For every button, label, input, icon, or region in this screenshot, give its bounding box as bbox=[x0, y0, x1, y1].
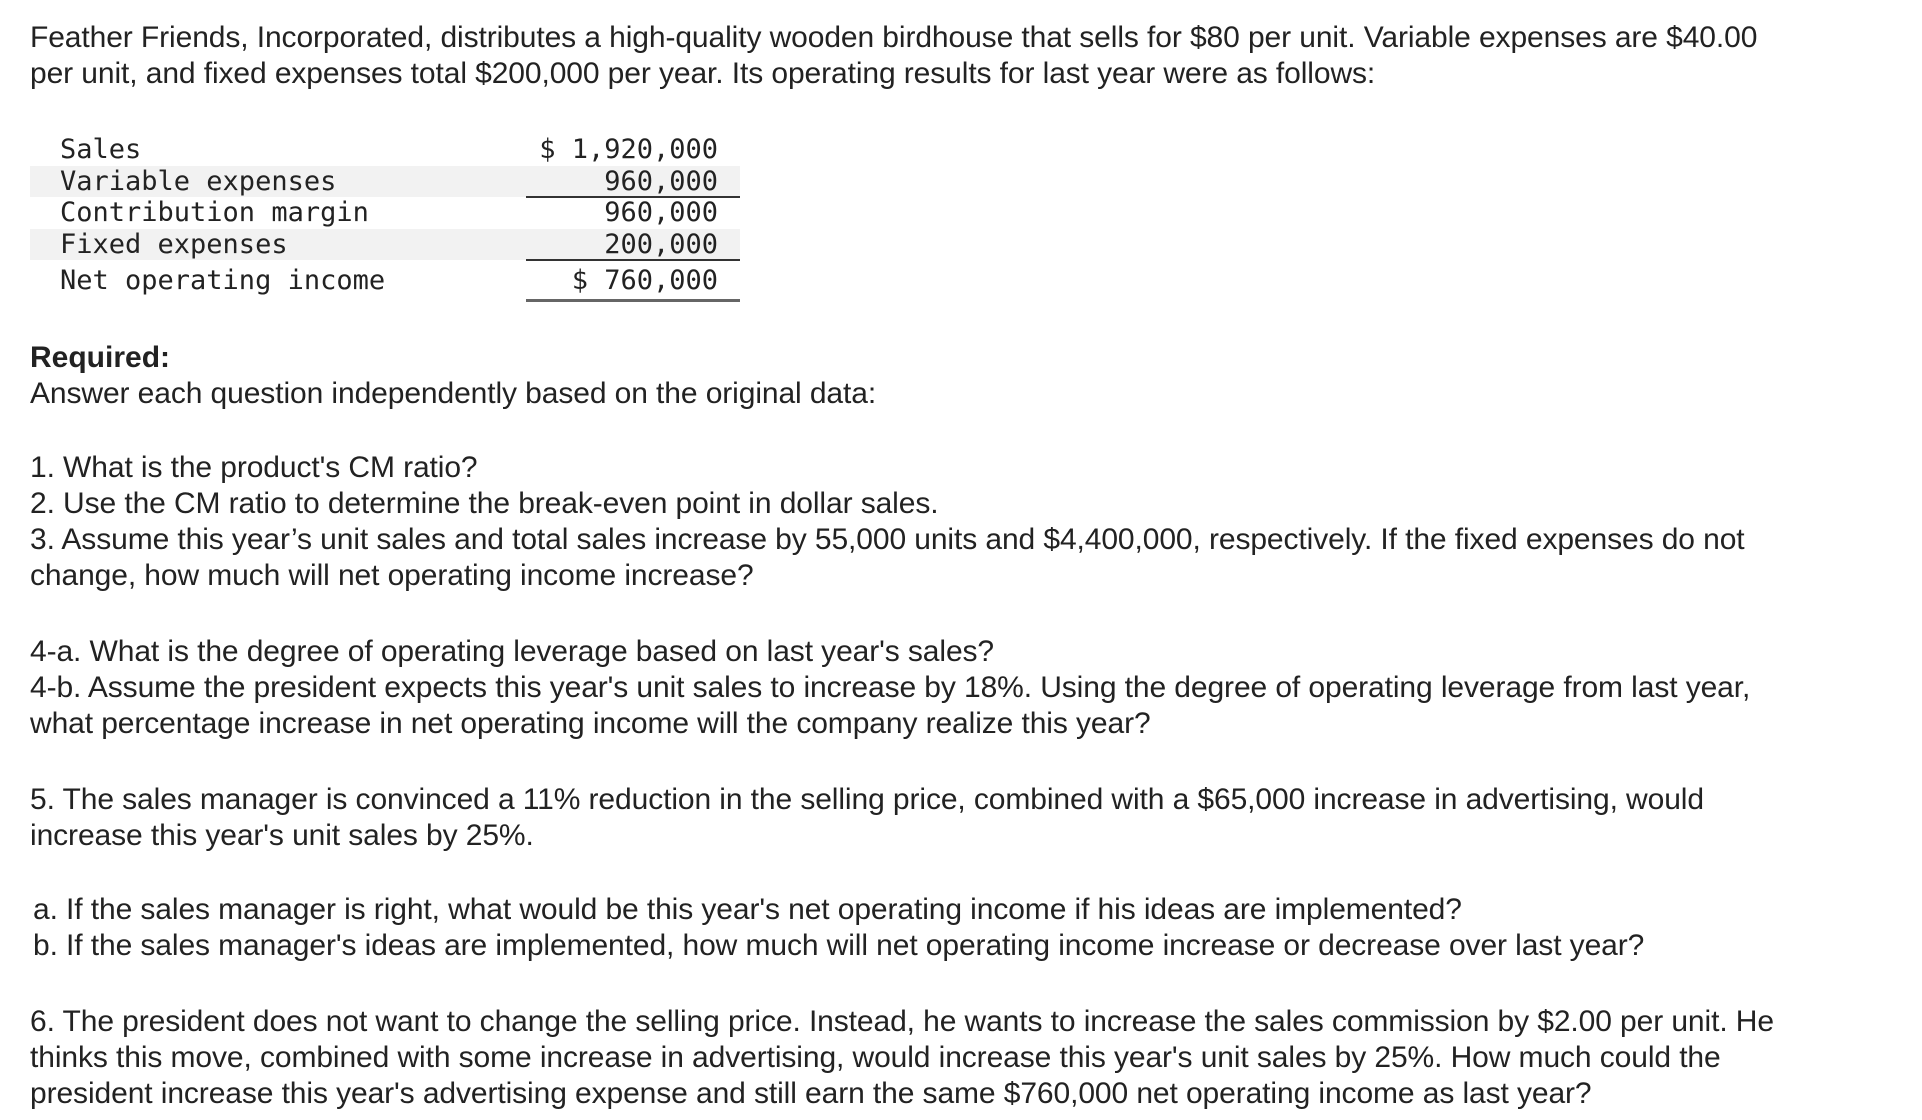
question-group-5 bbox=[30, 782, 1900, 854]
row-label: Sales bbox=[60, 134, 142, 165]
statement-row-sales bbox=[30, 134, 740, 166]
row-amount: 200,000 bbox=[604, 228, 718, 260]
income-statement-table bbox=[30, 134, 740, 302]
statement-row-variable-expenses bbox=[30, 166, 740, 198]
statement-row-net-operating-income bbox=[30, 260, 740, 302]
row-amount: $ 1,920,000 bbox=[539, 134, 718, 165]
problem-intro bbox=[30, 20, 1900, 92]
problem-document bbox=[30, 20, 1900, 1112]
required-heading: Required: bbox=[30, 341, 171, 374]
question-5a: a. If the sales manager is right, what would be this year's net operating income if his ideas are implemented? bbox=[33, 893, 1462, 926]
question-5-line-2: increase this year's unit sales by 25%. bbox=[30, 819, 534, 852]
intro-line-1: Feather Friends, Incorporated, distributes a high-quality wooden birdhouse that sells for $80 per unit. Variable expenses are $40.00 bbox=[30, 21, 1758, 54]
question-group-1-3 bbox=[30, 450, 1900, 594]
question-5-line-1: 5. The sales manager is convinced a 11% reduction in the selling price, combined with a $65,000 increase in advertising, would bbox=[30, 783, 1704, 816]
row-amount: 960,000 bbox=[604, 165, 718, 197]
question-4b-line-2: what percentage increase in net operating income will the company realize this year? bbox=[30, 707, 1151, 740]
question-group-5-parts bbox=[30, 892, 1900, 964]
intro-line-2: per unit, and fixed expenses total $200,000 per year. Its operating results for last year were as follows: bbox=[30, 57, 1376, 90]
row-amount: $ 760,000 bbox=[571, 265, 718, 296]
total-rule bbox=[526, 299, 740, 302]
question-6-line-3: president increase this year's advertising expense and still earn the same $760,000 net operating income as last year? bbox=[30, 1077, 1592, 1110]
question-6-line-2: thinks this move, combined with some increase in advertising, would increase this year's unit sales by 25%. How much could the bbox=[30, 1041, 1721, 1074]
row-label: Variable expenses bbox=[60, 165, 337, 197]
question-3-line-1: 3. Assume this year’s unit sales and total sales increase by 55,000 units and $4,400,000, respectively. If the fixed expenses do not bbox=[30, 523, 1745, 556]
question-group-6 bbox=[30, 1004, 1900, 1112]
statement-row-fixed-expenses bbox=[30, 229, 740, 261]
row-amount: 960,000 bbox=[604, 197, 718, 228]
question-group-4 bbox=[30, 634, 1900, 742]
row-label: Fixed expenses bbox=[60, 228, 288, 260]
question-5b: b. If the sales manager's ideas are implemented, how much will net operating income increase or decrease over last year? bbox=[33, 929, 1645, 962]
question-3-line-2: change, how much will net operating income increase? bbox=[30, 559, 754, 592]
statement-row-contribution-margin bbox=[30, 197, 740, 229]
required-instruction: Answer each question independently based on the original data: bbox=[30, 377, 877, 410]
question-2: 2. Use the CM ratio to determine the break-even point in dollar sales. bbox=[30, 487, 939, 520]
question-4a: 4-a. What is the degree of operating leverage based on last year's sales? bbox=[30, 635, 995, 668]
question-6-line-1: 6. The president does not want to change the selling price. Instead, he wants to increase the sales commission by $2.00 per unit. He bbox=[30, 1005, 1774, 1038]
question-4b-line-1: 4-b. Assume the president expects this year's unit sales to increase by 18%. Using the degree of operating leverage from last year, bbox=[30, 671, 1751, 704]
row-label: Net operating income bbox=[60, 265, 386, 296]
row-label: Contribution margin bbox=[60, 197, 369, 228]
required-section bbox=[30, 340, 1900, 412]
question-1: 1. What is the product's CM ratio? bbox=[30, 451, 478, 484]
